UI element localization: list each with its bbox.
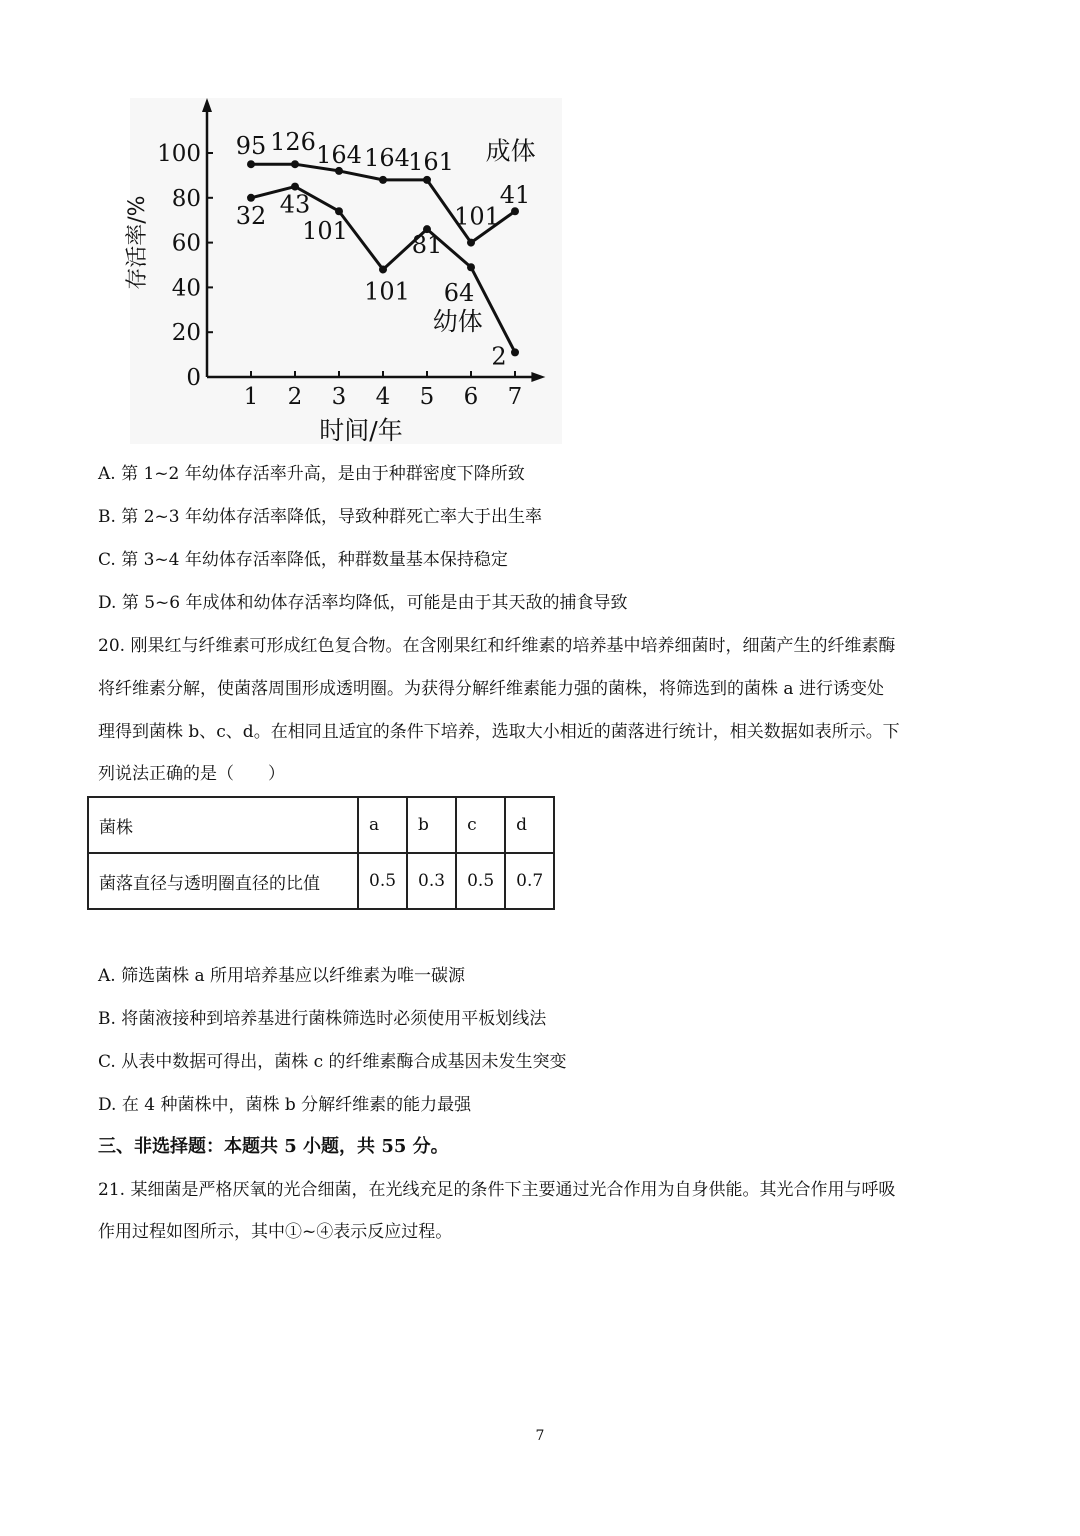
table-header-cell: d — [505, 797, 554, 853]
x-tick-label: 1 — [243, 384, 259, 410]
table-header-cell: a — [358, 797, 407, 853]
q19-option-b: B. 第 2~3 年幼体存活率降低，导致种群死亡率大于出生率 — [98, 507, 542, 527]
q19-option-d: D. 第 5~6 年成体和幼体存活率均降低，可能是由于其天敌的捕食导致 — [98, 593, 628, 613]
juvenile-data-point — [467, 263, 475, 271]
juvenile-data-label: 101 — [302, 217, 348, 246]
adult-data-label: 95 — [235, 132, 267, 161]
adult-data-point — [291, 160, 299, 168]
table-header-cell: b — [407, 797, 456, 853]
adult-data-label: 164 — [364, 143, 410, 172]
juvenile-data-label: 2 — [491, 342, 507, 371]
q21-stem-line: 作用过程如图所示，其中①~④表示反应过程。 — [98, 1222, 453, 1242]
x-tick-label: 4 — [375, 384, 391, 410]
q19-option-c: C. 第 3~4 年幼体存活率降低，种群数量基本保持稳定 — [98, 550, 508, 570]
adult-data-point — [379, 176, 387, 184]
juvenile-series-name: 幼体 — [432, 306, 483, 336]
x-tick-label: 6 — [463, 384, 479, 410]
adult-data-label: 164 — [316, 140, 362, 169]
q20-option-c: C. 从表中数据可得出，菌株 c 的纤维素酶合成基因未发生突变 — [98, 1052, 567, 1072]
juvenile-data-point — [247, 194, 255, 202]
adult-data-label: 41 — [499, 181, 531, 210]
y-tick-label: 20 — [171, 320, 201, 347]
q19-option-a: A. 第 1~2 年幼体存活率升高，是由于种群密度下降所致 — [98, 464, 525, 484]
y-tick-label: 60 — [171, 230, 201, 257]
q20-stem-line: 将纤维素分解，使菌落周围形成透明圈。为获得分解纤维素能力强的菌株，将筛选到的菌株 a 进行诱变处 — [98, 679, 884, 699]
x-axis-title: 时间/年 — [319, 416, 403, 445]
page-number: 7 — [535, 1428, 545, 1444]
y-tick-label: 80 — [171, 185, 201, 212]
adult-data-label: 101 — [454, 202, 500, 231]
adult-data-point — [247, 160, 255, 168]
q20-stem-line: 理得到菌株 b、c、d。在相同且适宜的条件下培养，选取大小相近的菌落进行统计，相关数据如表所示。下 — [98, 722, 900, 742]
q20-option-d: D. 在 4 种菌株中，菌株 b 分解纤维素的能力最强 — [98, 1095, 472, 1115]
juvenile-data-label: 43 — [279, 190, 311, 219]
y-axis-title: 存活率/% — [125, 195, 150, 290]
juvenile-data-label: 32 — [235, 201, 267, 230]
table-cell: 0.5 — [358, 853, 407, 909]
table-cell: 菌落直径与透明圈直径的比值 — [88, 853, 358, 909]
juvenile-data-point — [335, 207, 343, 215]
adult-data-label: 126 — [270, 128, 316, 157]
q20-option-b: B. 将菌液接种到培养基进行菌株筛选时必须使用平板划线法 — [98, 1009, 547, 1029]
x-tick-label: 7 — [507, 384, 523, 410]
strain-table — [87, 796, 555, 910]
table-row — [88, 797, 554, 853]
juvenile-data-label: 64 — [443, 279, 475, 308]
survival-rate-chart — [110, 90, 570, 450]
juvenile-data-point — [291, 183, 299, 191]
y-tick-label: 100 — [157, 141, 201, 167]
juvenile-data-label: 101 — [364, 277, 410, 306]
y-tick-label: 40 — [171, 275, 201, 302]
q20-stem-line: 20. 刚果红与纤维素可形成红色复合物。在含刚果红和纤维素的培养基中培养细菌时，细菌产生的纤维素酶 — [98, 636, 896, 656]
adult-series-name: 成体 — [485, 136, 536, 166]
juvenile-data-point — [511, 348, 519, 356]
adult-data-point — [467, 239, 475, 247]
table-row — [88, 853, 554, 909]
table-cell: 0.7 — [505, 853, 554, 909]
juvenile-data-label: 81 — [411, 231, 443, 260]
q20-stem-line: 列说法正确的是（ ） — [98, 764, 285, 784]
x-tick-label: 2 — [287, 384, 303, 410]
y-tick-label: 0 — [186, 365, 201, 391]
section-heading: 三、非选择题：本题共 5 小题，共 55 分。 — [98, 1136, 449, 1157]
x-tick-label: 3 — [331, 384, 347, 410]
adult-data-label: 161 — [408, 147, 454, 176]
table-header-cell: c — [456, 797, 505, 853]
table-header-cell: 菌株 — [88, 797, 358, 853]
juvenile-data-point — [379, 265, 387, 273]
q21-stem-line: 21. 某细菌是严格厌氧的光合细菌，在光线充足的条件下主要通过光合作用为自身供能。其光合作用与呼吸 — [98, 1180, 896, 1200]
q20-option-a: A. 筛选菌株 a 所用培养基应以纤维素为唯一碳源 — [98, 966, 466, 986]
table-cell: 0.3 — [407, 853, 456, 909]
table-cell: 0.5 — [456, 853, 505, 909]
adult-data-point — [423, 176, 431, 184]
x-tick-label: 5 — [419, 384, 435, 410]
